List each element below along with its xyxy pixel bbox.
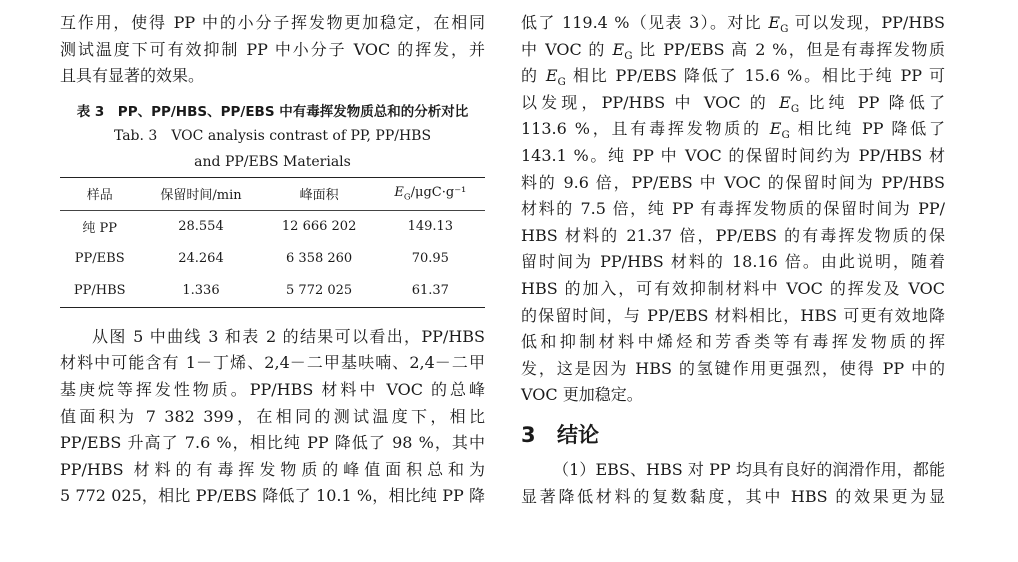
table-cell: PP/EBS [74, 251, 125, 267]
table-cell: 24.264 [178, 251, 224, 267]
table-cell: 1.336 [139, 275, 262, 308]
text-line: VOC 更加稳定。 [521, 385, 643, 405]
table-row [60, 275, 485, 308]
table-cell: 28.554 [178, 219, 224, 235]
text-line: 以发现，PP/HBS 中 VOC 的 $E_G$ 比纯 PP 降低了 [521, 92, 945, 115]
text-line: 的 $E_G$ 相比 PP/EBS 降低了 15.6 %。相比于纯 PP 可 [521, 66, 945, 89]
text-line: 从图 5 中曲线 3 和表 2 的结果可以看出，PP/HBS [92, 326, 485, 346]
header-cell: 峰面积 [263, 177, 376, 210]
text-line: 低和抑制材料中烯烃和芳香类等有毒挥发物质的挥 [521, 332, 945, 352]
text-line: PP/EBS 升高了 7.6 %，相比纯 PP 降低了 98 %，其中 [60, 433, 485, 453]
text-line: 发，这是因为 HBS 的氢键作用更强烈，使得 PP 中的 [521, 358, 945, 378]
intro-paragraph [60, 10, 485, 90]
table-caption-en: and PP/EBS Materials [194, 153, 351, 170]
table-header-row [60, 177, 485, 210]
table-row [60, 210, 485, 243]
table-cell: 5 772 025 [263, 275, 376, 308]
table-cell: 6 358 260 [286, 251, 353, 267]
voc-table [60, 177, 485, 308]
analysis-paragraph [60, 324, 485, 510]
table-cell: 61.37 [376, 275, 485, 308]
header-cell: 保留时间/min [139, 177, 262, 210]
text-line: PP/HBS 材料的有毒挥发物质的峰值面积总和为 [60, 459, 485, 479]
text-line: HBS 的加入，可有效抑制材料中 VOC 的挥发及 VOC [521, 278, 945, 298]
table-caption-cn: 表 3 PP、PP/HBS、PP/EBS 中有毒挥发物质总和的分析对比 [76, 103, 469, 120]
text-line: 互作用，使得 PP 中的小分子挥发物更加稳定，在相同 [60, 13, 485, 32]
text-line: 基庚烷等挥发性物质。PP/HBS 材料中 VOC 的总峰 [60, 379, 485, 399]
spacer [60, 308, 485, 324]
text-line: 显著降低材料的复数黏度，其中 HBS 的效果更为显 [521, 486, 945, 506]
comparison-paragraph [521, 10, 945, 409]
right-column [521, 10, 945, 510]
table-cell: 12 666 202 [281, 219, 357, 235]
table-cell: 70.95 [411, 251, 449, 267]
text-line: 测试温度下可有效抑制 PP 中小分子 VOC 的挥发，并 [60, 39, 485, 59]
text-line: 5 772 025，相比 PP/EBS 降低了 10.1 %，相比纯 PP 降 [60, 486, 485, 506]
text-line: 的保留时间，与 PP/EBS 材料相比，HBS 可更有效地降 [521, 305, 945, 325]
header-cell: $E_G/\mu gC\cdot g^{-1}$ [376, 177, 485, 210]
text-line: 材料中可能含有 1－丁烯、2,4－二甲基呋喃、2,4－二甲 [60, 353, 485, 373]
table-cell: 纯 PP [82, 221, 118, 237]
header-cell: 样品 [60, 177, 139, 210]
text-line: 中 VOC 的 $E_G$ 比 PP/EBS 高 2 %，但是有毒挥发物质 [521, 39, 945, 62]
text-line: 材料的 7.5 倍，纯 PP 有毒挥发物质的保留时间为 PP/ [521, 199, 945, 219]
section-title: 结论 [557, 422, 599, 447]
text-line: HBS 材料的 21.37 倍，PP/EBS 的有毒挥发物质的保 [521, 225, 945, 245]
text-line: 143.1 %。纯 PP 中 VOC 的保留时间约为 PP/HBS 材 [521, 145, 945, 165]
text-line: 料的 9.6 倍，PP/EBS 中 VOC 的保留时间为 PP/HBS [521, 172, 945, 192]
table-caption-en: Tab. 3 VOC analysis contrast of PP, PP/HBS [113, 127, 432, 144]
text-line: 留时间为 PP/HBS 材料的 18.16 倍。由此说明，随着 [521, 252, 945, 272]
left-column [60, 10, 485, 510]
section-heading [521, 413, 945, 457]
conclusion-paragraph [521, 457, 945, 510]
table-cell: 149.13 [407, 219, 454, 235]
table-cell: PP/HBS [60, 275, 139, 308]
text-line: 值面积为 7 382 399，在相同的测试温度下，相比 [60, 406, 485, 426]
table-row [60, 243, 485, 275]
text-line: 且具有显著的效果。 [60, 66, 205, 86]
section-number: 3 [521, 422, 536, 447]
text-line: 113.6 %，且有毒挥发物质的 $E_G$ 相比纯 PP 降低了 [521, 119, 945, 142]
text-line: 低了 119.4 %（见表 3）。对比 $E_G$ 可以发现，PP/HBS [521, 13, 945, 36]
text-line: （1）EBS、HBS 对 PP 均具有良好的润滑作用，都能 [553, 459, 945, 479]
